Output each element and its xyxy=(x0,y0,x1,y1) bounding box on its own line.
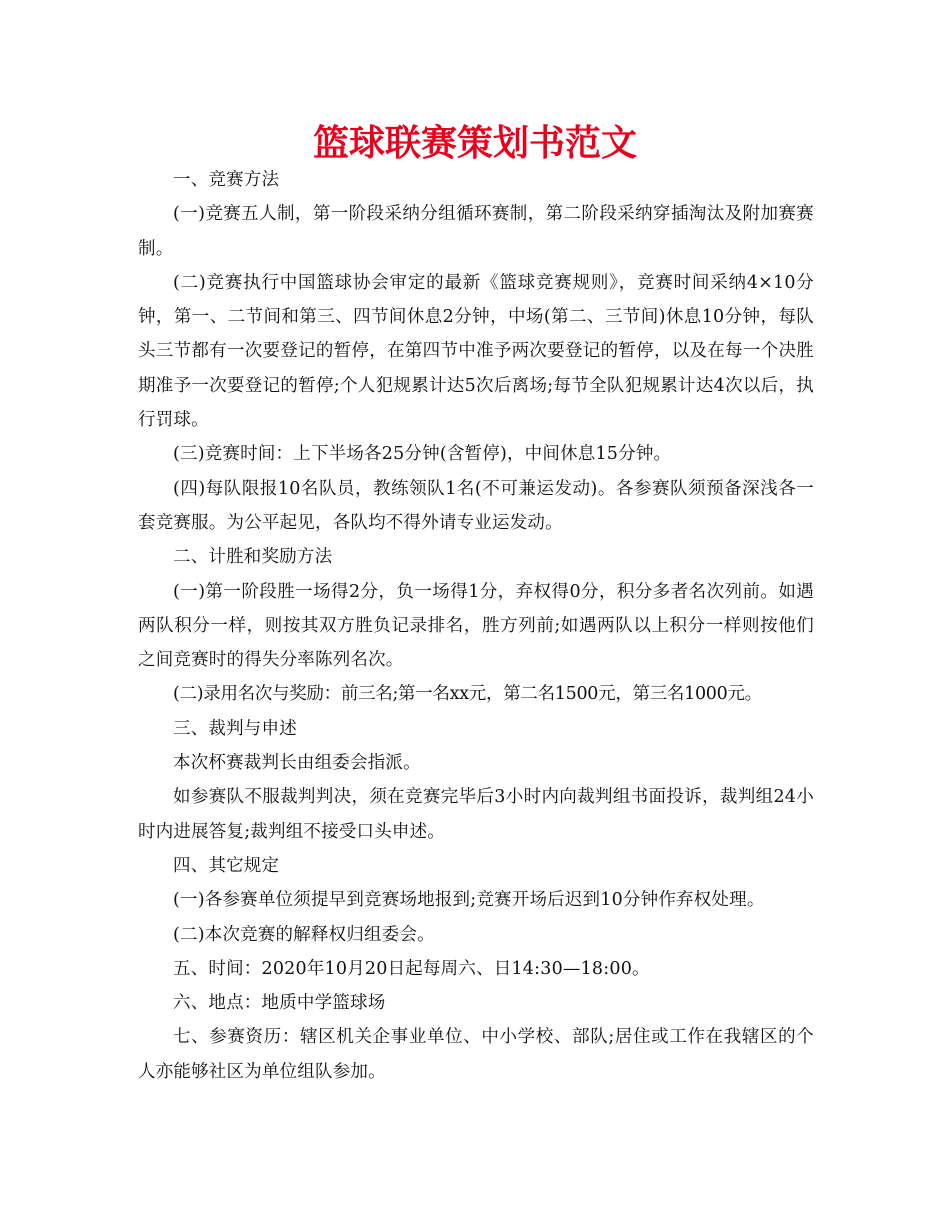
document-title: 篮球联赛策划书范文 xyxy=(312,123,637,164)
section-heading-competition-method: 一、竞赛方法 xyxy=(173,170,280,190)
paragraph-venue: 六、地点：地质中学篮球场 xyxy=(173,993,386,1014)
document-body xyxy=(138,163,814,1089)
paragraph-check-in: (一)各参赛单位须提早到竞赛场地报到;竞赛开场后迟到10分钟作弃权处理。 xyxy=(173,890,765,911)
paragraph-rules: (二)竞赛执行中国篮球协会审定的最新《篮球竞赛规则》，竞赛时间采纳4×10分钟，第一、二节间和第三、四节间休息2分钟，中场(第二、三节间)休息10分钟，每队头三节都有一次要登记的暂停，在第四节中准予两次要登记的暂停，以及在每一个决胜期准予一次要登记的暂停;个人犯规累计达5次后离场;每节全队犯规累计达4次以后，执行罚球。 xyxy=(138,272,814,431)
paragraph-referee-chief: 本次杯赛裁判长由组委会指派。 xyxy=(173,753,421,774)
section-heading-referee: 三、裁判与申述 xyxy=(173,718,297,739)
paragraph-match-time: (三)竞赛时间：上下半场各25分钟(含暂停)，中间休息15分钟。 xyxy=(173,444,672,465)
paragraph-roster: (四)每队限报10名队员，教练领队1名(不可兼运发动)。各参赛队须预备深浅各一套竞赛服。为公平起见，各队均不得外请专业运发动。 xyxy=(138,478,814,533)
paragraph-awards: (二)录用名次与奖励：前三名;第一名xx元，第二名1500元，第三名1000元。 xyxy=(173,684,762,705)
paragraph-format: (一)竞赛五人制，第一阶段采纳分组循环赛制，第二阶段采纳穿插淘汰及附加赛赛制。 xyxy=(138,204,814,259)
paragraph-eligibility: 七、参赛资历：辖区机关企事业单位、中小学校、部队;居住或工作在我辖区的个人亦能够社区为单位组队参加。 xyxy=(138,1027,814,1082)
paragraph-points: (一)第一阶段胜一场得2分，负一场得1分，弃权得0分，积分多者名次列前。如遇两队积分一样，则按其双方胜负记录排名，胜方列前;如遇两队以上积分一样则按他们之间竞赛时的得失分率陈列名次。 xyxy=(138,581,814,671)
section-heading-other-rules: 四、其它规定 xyxy=(173,855,280,876)
section-heading-scoring: 二、计胜和奖励方法 xyxy=(173,547,333,568)
paragraph-appeals: 如参赛队不服裁判判决，须在竞赛完毕后3小时内向裁判组书面投诉，裁判组24小时内进展答复;裁判组不接受口头申述。 xyxy=(138,787,814,842)
paragraph-time: 五、时间：2020年10月20日起每周六、日14:30—18:00。 xyxy=(173,958,650,979)
paragraph-interpretation: (二)本次竞赛的解释权归组委会。 xyxy=(173,924,435,945)
